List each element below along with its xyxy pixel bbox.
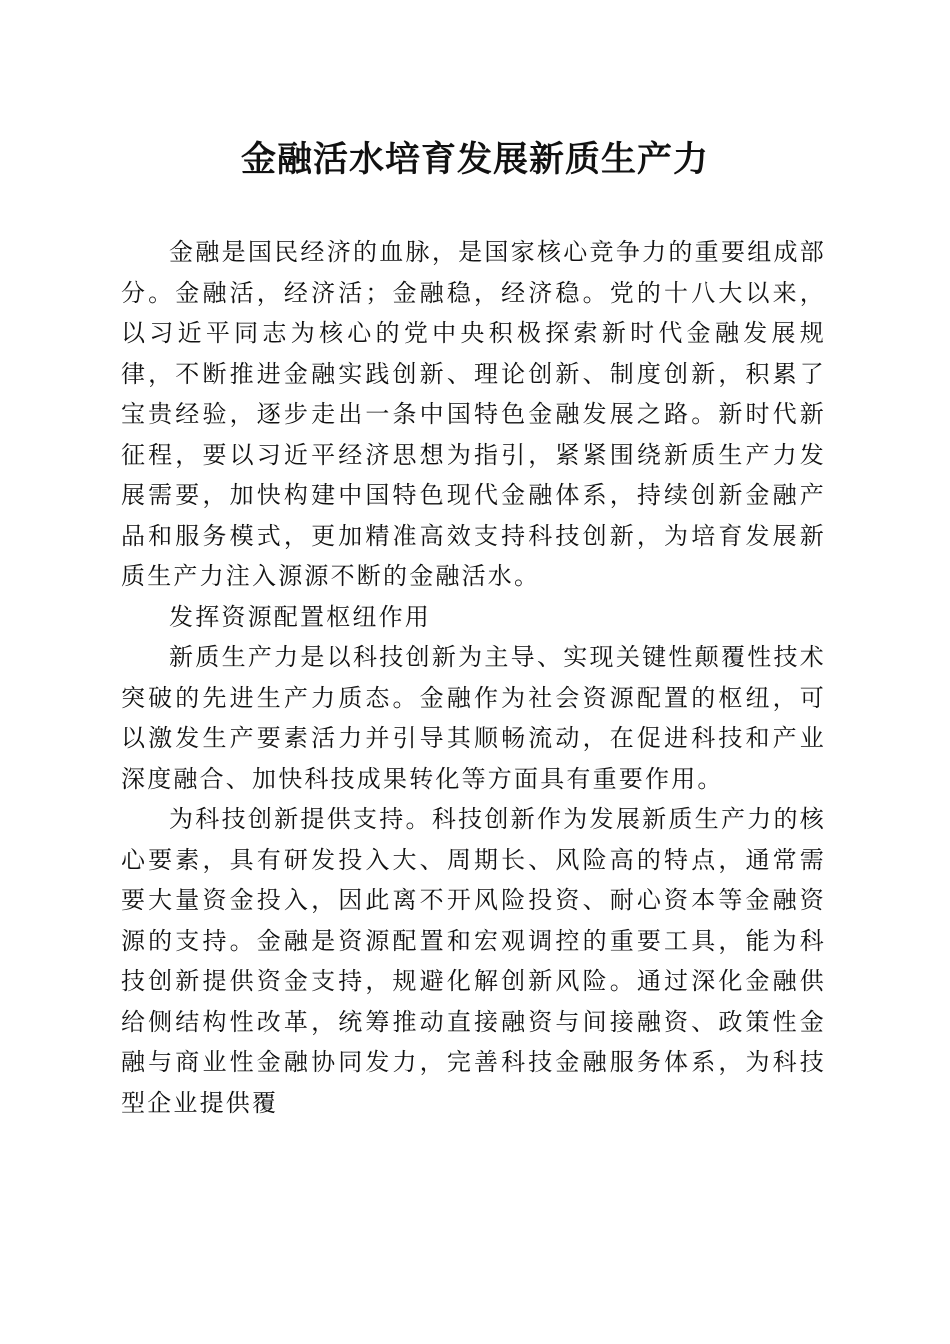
paragraph-intro: 金融是国民经济的血脉，是国家核心竞争力的重要组成部分。金融活，经济活；金融稳，经济稳。党的十八大以来，以习近平同志为核心的党中央积极探索新时代金融发展规律，不断推进金融实践创新、理论创新、制度创新，积累了宝贵经验，逐步走出一条中国特色金融发展之路。新时代新征程，要以习近平经济思想为指引，紧紧围绕新质生产力发展需要，加快构建中国特色现代金融体系，持续创新金融产品和服务模式，更加精准高效支持科技创新，为培育发展新质生产力注入源源不断的金融活水。 — [121, 238, 826, 590]
paragraph-new-productivity: 新质生产力是以科技创新为主导、实现关键性颠覆性技术突破的先进生产力质态。金融作为社会资源配置的枢纽，可以激发生产要素活力并引导其顺畅流动，在促进科技和产业深度融合、加快科技成果转化等方面具有重要作用。 — [121, 643, 826, 793]
page-title: 金融活水培育发展新质生产力 — [240, 139, 709, 180]
section-heading: 发挥资源配置枢纽作用 — [169, 602, 431, 631]
paragraph-tech-innovation-support: 为科技创新提供支持。科技创新作为发展新质生产力的核心要素，具有研发投入大、周期长、风险高的特点，通常需要大量资金投入，因此离不开风险投资、耐心资本等金融资源的支持。金融是资源配置和宏观调控的重要工具，能为科技创新提供资金支持，规避化解创新风险。通过深化金融供给侧结构性改革，统筹推动直接融资与间接融资、政策性金融与商业性金融协同发力，完善科技金融服务体系，为科技型企业提供覆 — [121, 805, 826, 1117]
article-body — [121, 232, 826, 1123]
